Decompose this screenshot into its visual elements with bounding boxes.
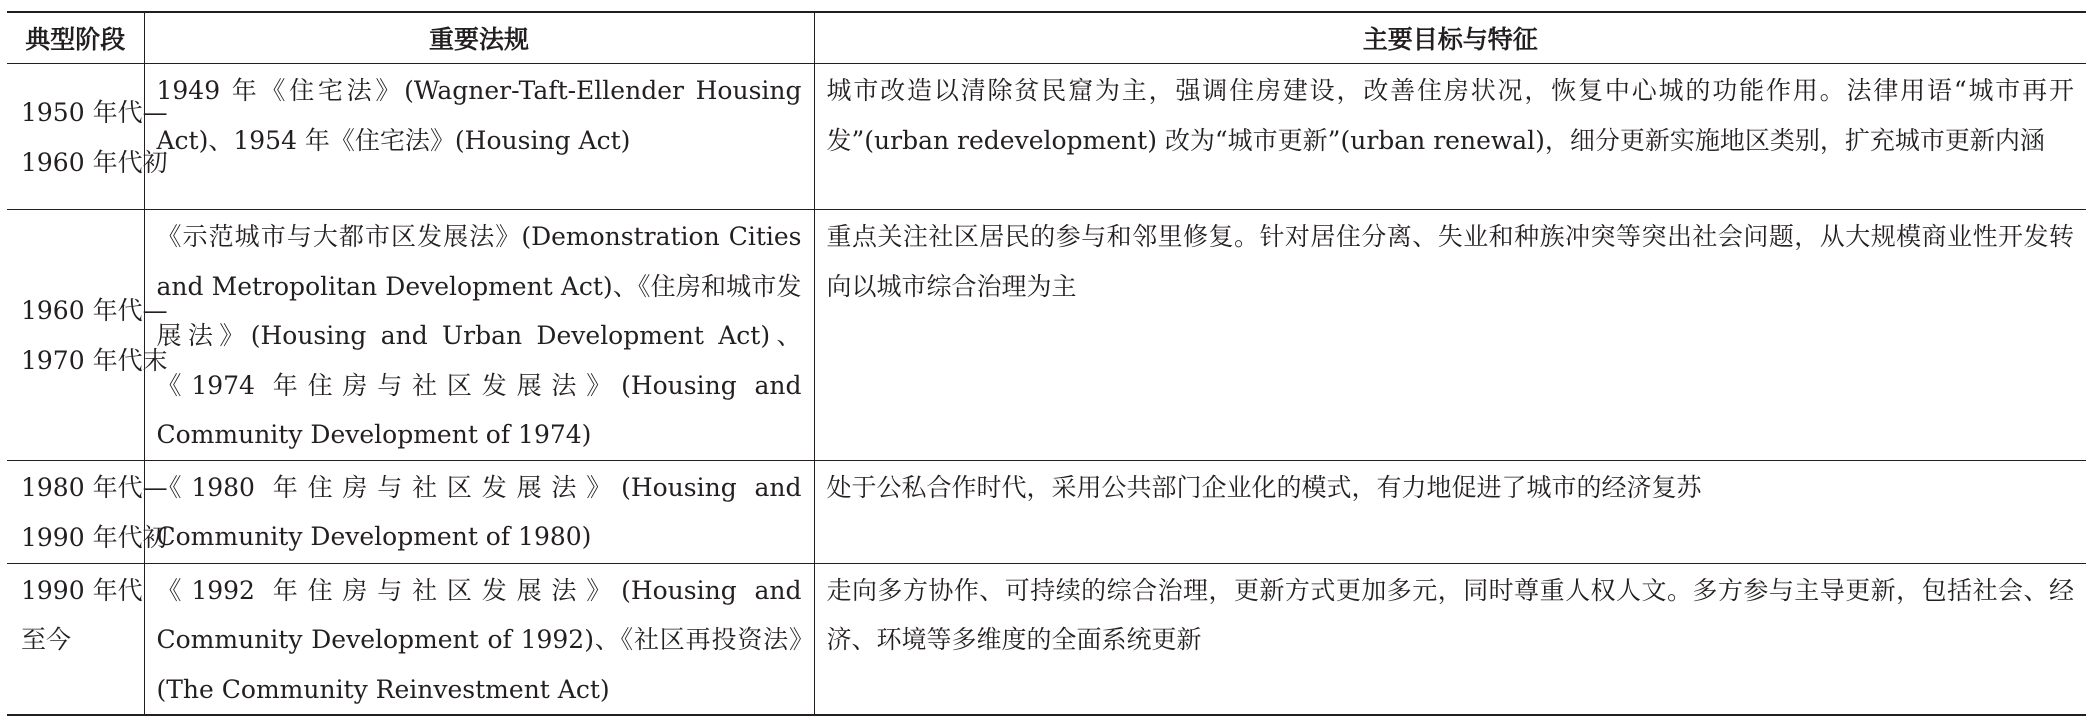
goals-cell: 重点关注社区居民的参与和邻里修复。针对居住分离、失业和种族冲突等突出社会问题，从大规模商业性开发转向以城市综合治理为主 <box>814 210 2086 461</box>
period-cell <box>7 563 144 715</box>
table-row <box>7 460 2086 563</box>
laws-cell: 《1992 年住房与社区发展法》(Housing and Community Development of 1992)、《社区再投资法》(The Community Reinvestment Act) <box>144 563 814 715</box>
period-cell <box>7 210 168 461</box>
header-row <box>7 12 2086 64</box>
table-row <box>7 64 2086 210</box>
period-line: 1960 年代— <box>21 296 168 326</box>
header-laws: 重要法规 <box>144 12 814 64</box>
period-line: 至今 <box>21 625 72 654</box>
goals-cell: 走向多方协作、可持续的综合治理，更新方式更加多元，同时尊重人权人文。多方参与主导更新，包括社会、经济、环境等多维度的全面系统更新 <box>814 563 2086 715</box>
header-period: 典型阶段 <box>7 12 144 64</box>
period-line: 1970 年代末 <box>21 345 168 375</box>
period-line: 1950 年代— <box>21 98 168 127</box>
period-cell <box>7 64 168 210</box>
goals-cell: 城市改造以清除贫民窟为主，强调住房建设，改善住房状况，恢复中心城的功能作用。法律用语“城市再开发”(urban redevelopment) 改为“城市更新”(urban renewal)，细分更新实施地区类别，扩充城市更新内涵 <box>814 64 2086 210</box>
laws-cell: 《示范城市与大都市区发展法》(Demonstration Cities and Metropolitan Development Act)、《住房和城市发展法》(Housing and Urban Development Act)、《1974 年住房与社区发展法》(Housing and Community Development of 1974) <box>144 210 814 461</box>
goals-cell: 处于公私合作时代，采用公共部门企业化的模式，有力地促进了城市的经济复苏 <box>814 460 2086 563</box>
laws-cell: 1949 年《住宅法》(Wagner-Taft-Ellender Housing Act)、1954 年《住宅法》(Housing Act) <box>144 64 814 210</box>
period-line: 1980 年代— <box>21 473 168 502</box>
policy-table <box>7 11 2086 716</box>
laws-cell: 《1980 年住房与社区发展法》(Housing and Community Development of 1980) <box>144 460 814 563</box>
period-line: 1960 年代初 <box>21 147 168 177</box>
table-row <box>7 563 2086 715</box>
period-line: 1990 年代初 <box>21 522 168 552</box>
period-line: 1990 年代 <box>21 575 143 605</box>
header-goals: 主要目标与特征 <box>814 12 2086 64</box>
table-row <box>7 210 2086 461</box>
period-cell <box>7 460 168 563</box>
